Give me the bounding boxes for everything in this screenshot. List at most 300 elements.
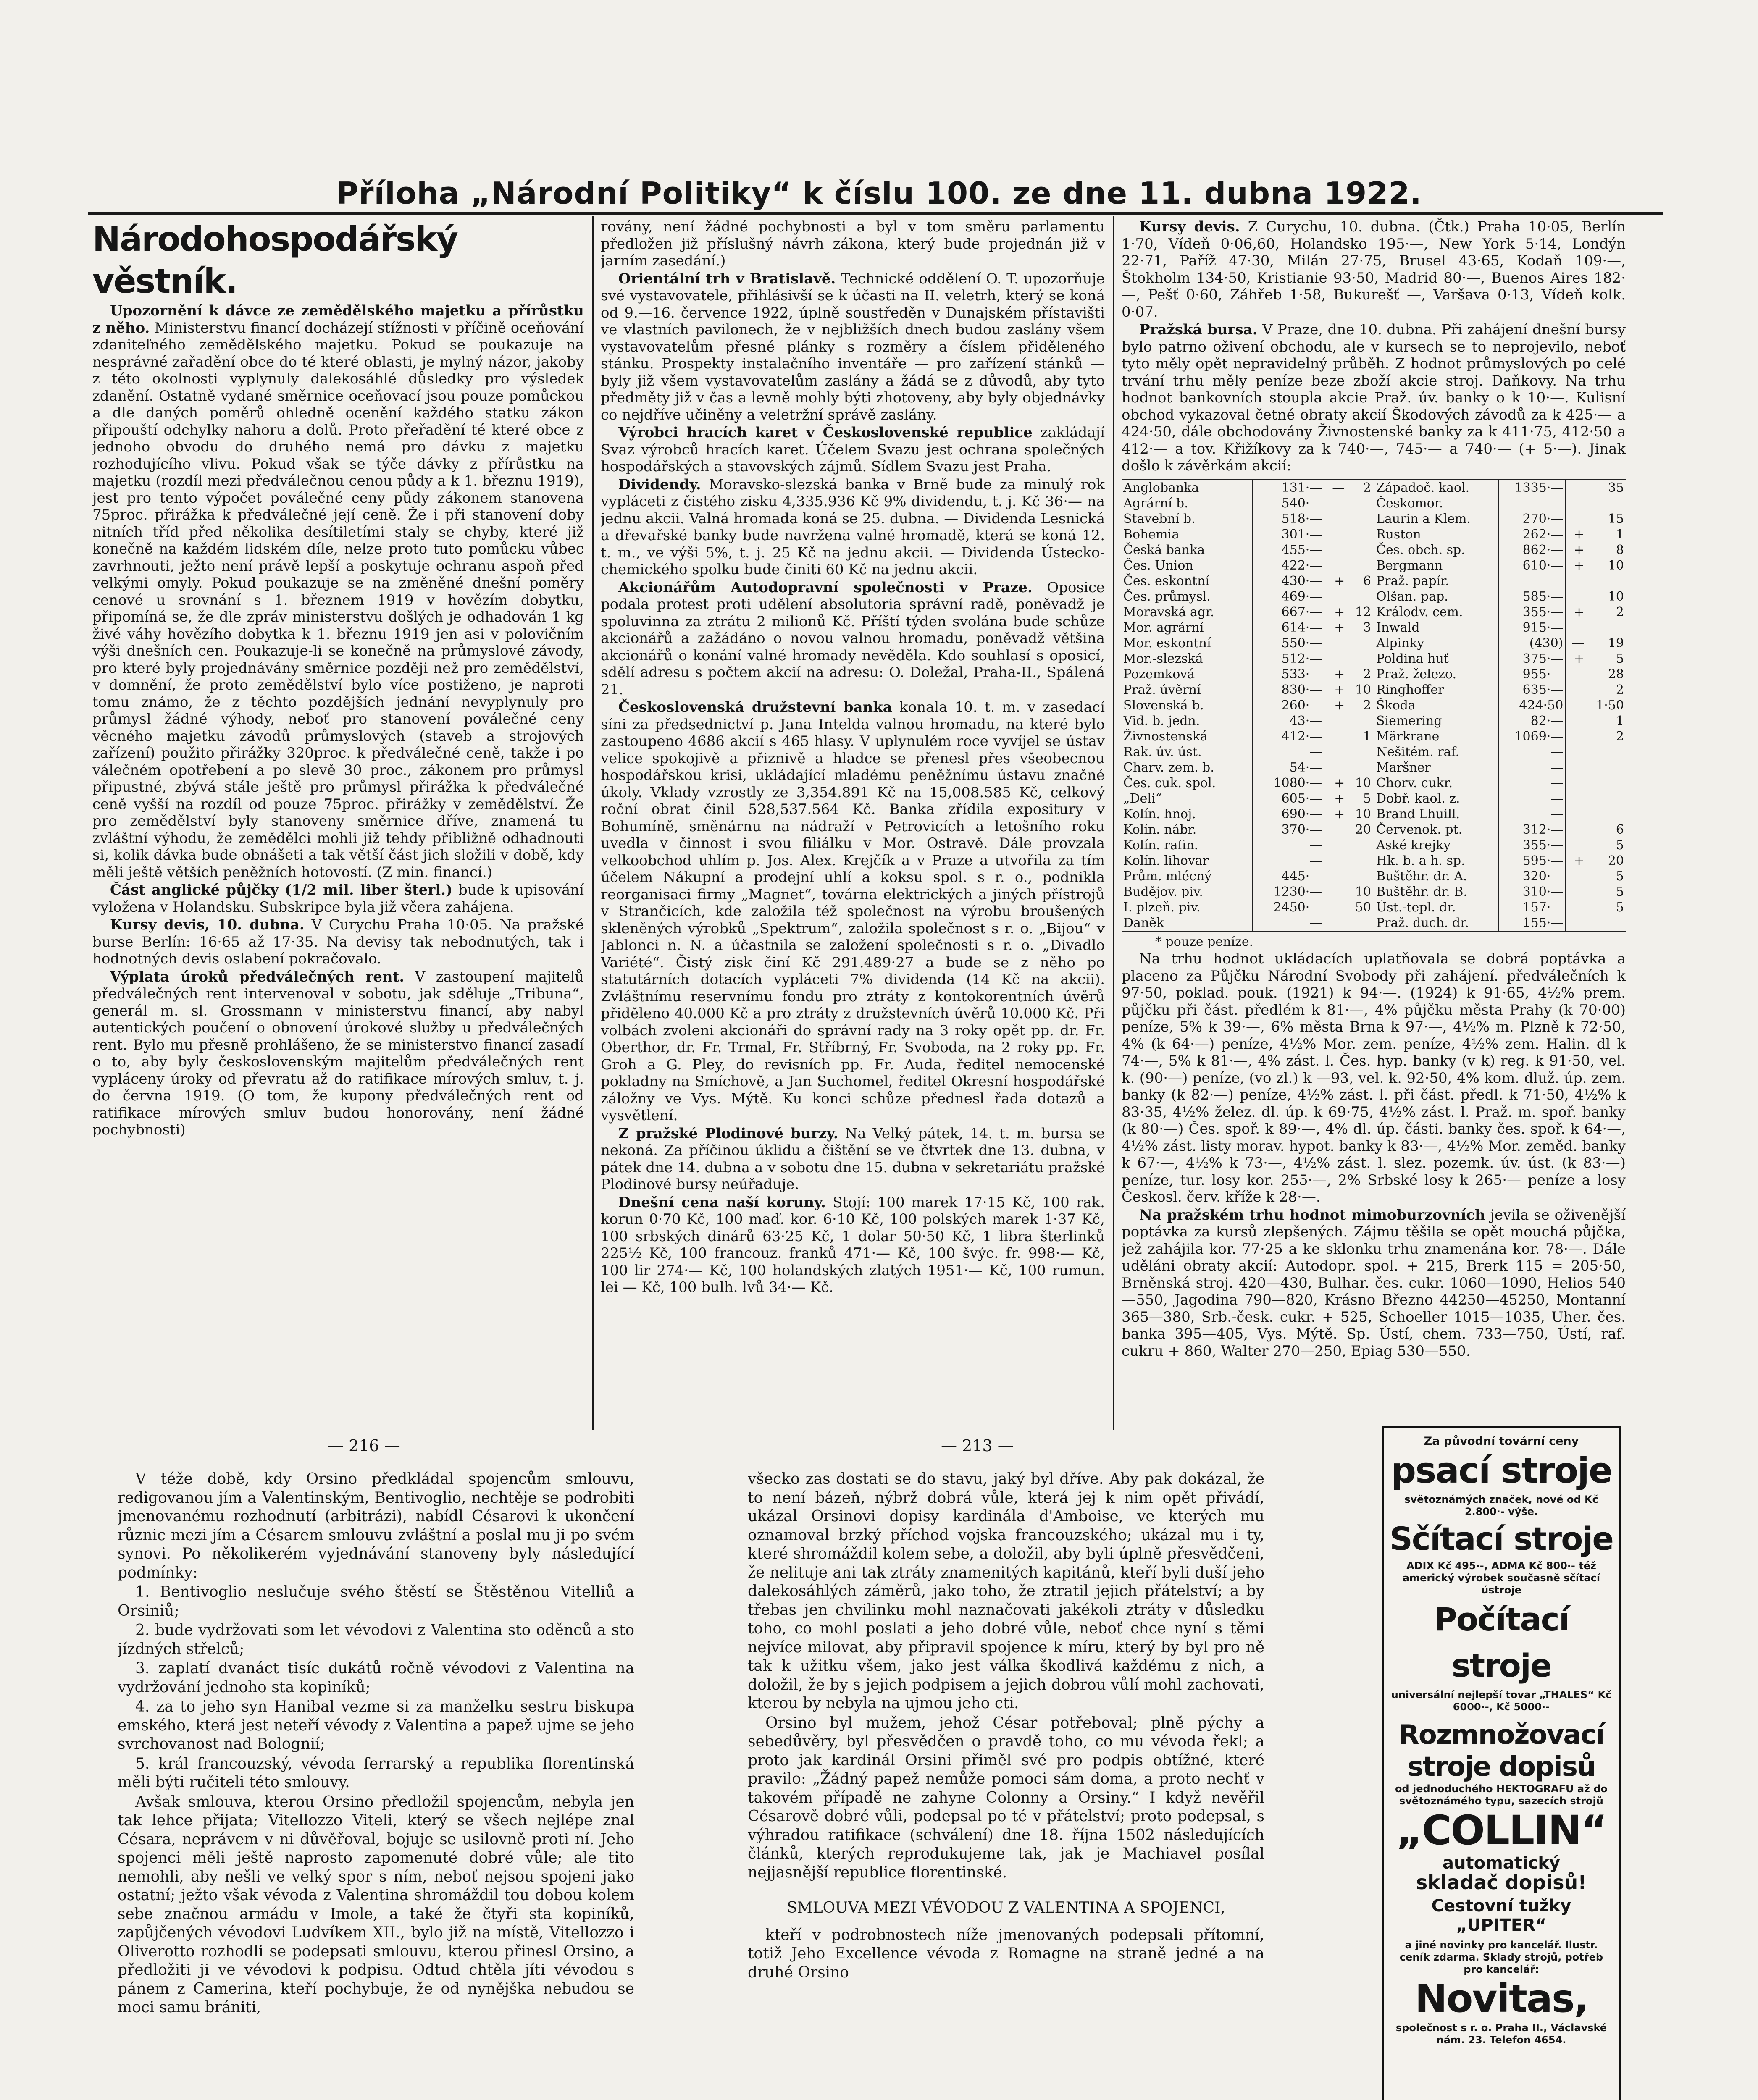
stock-change: 5 [1616,884,1624,899]
novel-paragraph: 5. král francouzský, vévoda ferrarský a republika florentinská měli býti ručiteli této smlouvy. [118,1755,634,1791]
stock-sign: + [1324,682,1346,698]
stock-price: 424·50 [1498,698,1565,713]
stock-row [1122,589,1373,604]
stock-name: Kolín. rafin. [1123,837,1198,853]
article [92,969,584,1139]
article-heading: Z pražské Plodinové burzy. [618,1125,838,1142]
stock-row [1122,915,1373,931]
stock-table-right [1373,480,1626,931]
stock-price: 518·— [1252,511,1324,527]
stock-name: Bergmann [1376,558,1443,573]
article [601,1125,1105,1193]
stock-price: 955·— [1498,667,1565,682]
stock-change: 10 [1608,558,1624,573]
stock-name: Praž. železo. [1376,667,1457,682]
stock-table-left [1122,480,1373,931]
stock-sign [1565,837,1586,853]
stock-sign [1565,620,1586,635]
stock-price: 533·— [1252,667,1324,682]
stock-name: Buštěhr. dr. B. [1376,884,1467,899]
stock-row [1374,853,1626,869]
ad-brand: „COLLIN“ [1396,1807,1607,1854]
novel-paragraph: 4. za to jeho syn Hanibal vezme si za manželku sestru biskupa emského, která jest neteří vévody z Valentina a papež ujme se jeho svrchovanost nad Bolognií; [118,1698,634,1753]
stock-price: 131·— [1252,480,1324,496]
stock-name: Praž. duch. dr. [1376,915,1469,930]
stock-price: 375·— [1498,651,1565,667]
stock-name: Úst.-tepl. dr. [1376,900,1456,915]
stock-name: Mor. agrární [1123,620,1204,635]
stock-row [1374,775,1626,791]
stock-change: 15 [1608,511,1624,526]
ad-text: společnost s r. o. Praha II., Václavské nám. 23. Telefon 4654. [1395,2022,1607,2046]
stock-sign [1565,682,1586,698]
column-divider [1113,216,1114,1430]
stock-change: 10 [1355,682,1371,697]
novel-column-right [748,1470,1264,2100]
article-heading: Akcionářům Autodopravní společnosti v Praze. [618,579,1033,596]
stock-row [1122,884,1373,900]
stock-sign [1565,729,1586,744]
stock-price: 430·— [1252,573,1324,589]
stock-row [1122,667,1373,682]
stock-price [1498,496,1565,511]
stock-sign [1324,511,1346,527]
stock-price: — [1252,853,1324,869]
stock-sign [1324,822,1346,837]
stock-row [1374,496,1626,511]
article-heading: Československá družstevní banka [618,699,892,716]
stock-change [1346,869,1373,884]
stock-price: — [1252,837,1324,853]
stock-price: 540·— [1252,496,1324,511]
stock-price: 43·— [1252,713,1324,729]
stock-price: 370·— [1252,822,1324,837]
stock-price: 355·— [1498,837,1565,853]
article-text: Z Curychu, 10. dubna. (Čtk.) Praha 10·05, Berlín 1·70, Vídeň 0·06,60, Holandsko 195·—, New York 5·14, Londýn 22·71, Paříž 47·30, Milán 27·75, Brusel 43·65, Kodaň 109·—, Štokholm 134·50, Kristianie 93·50, Madrid 80·—, Buenos Aires 182·—, Pešť 0·60, Záhřeb 1·58, Bukurešť —, Varšava 0·13, Vídeň kolk. 0·07. [1122,218,1626,320]
stock-name: Alpinky [1376,635,1424,651]
stock-change: 20 [1355,822,1371,837]
stock-price: 445·— [1252,869,1324,884]
stock-change: 6 [1616,822,1624,837]
novel-paragraph: všecko zas dostati se do stavu, jaký byl dříve. Aby pak dokázal, že to není bázeň, nýbrž dobrá vůle, která jej k nim opět přivádí, ukázal Orsinovi dopisy kardinála d'Amboise, ve kterých mu oznamoval brzký příchod vojska francouzského; ukázal mu i ty, které shromáždil kolem sebe, a doložil, aby byli úplně přesvědčeni, že nelituje ani tak ztráty znamenitých kapitánů, kteří byli duší jeho dalekosáhlých záměrů, jako toho, že ztratil jejich přátelství; a by třebas jen chvilinku mohl naznačovati jakékoli ztráty v důsledku toho, co mohl poslati a jeho dobré vůle, neboť chce nyní s těmi nejvíce milovat, aby připravil spojence k míru, který by byl pro ně tak k užitku všem, jako jest válka škodlivá každému z nich, a doložil, že by s jejich podpisem a jejich dobrou vůlí mohl zachovati, kterou by nebyla na ujmou jeho cti. [748,1470,1264,1712]
stock-row [1374,589,1626,604]
article-heading: Část anglické půjčky (1/2 mil. liber šterl.) [110,882,453,898]
stock-price: 915·— [1498,620,1565,635]
stock-name: Maršner [1376,760,1431,775]
stock-row [1122,620,1373,635]
stock-price: 614·— [1252,620,1324,635]
stock-price: 1335·— [1498,480,1565,496]
stock-name: Pozemková [1123,667,1195,682]
stock-row [1122,558,1373,573]
treaty-text: kteří v podrobnostech níže jmenovaných podepsali přítomní, totiž Jeho Excellence vévoda z Romagne na straně jedné a na druhé Orsino [748,1926,1264,1981]
stock-sign: + [1324,775,1346,791]
stock-row [1374,620,1626,635]
stock-sign [1324,589,1346,604]
stock-sign [1565,822,1586,837]
stock-change [1346,589,1373,604]
article-text: Na Velký pátek, 14. t. m. bursa se nekoná. Za příčinou úklidu a čištění se ve čtvrtek dne 13. dubna, v pátek dne 14. dubna a v sobotu dne 15. dubna v sekretariátu pražské Plodinové bursy neúřaduje. [601,1125,1105,1193]
stock-name: Aské krejky [1376,837,1451,853]
article-text: Oposice podala protest proti udělení absolutoria správní radě, poněvadž je spoluvinna za ztrátu 2 milionů Kč. Příští týden svolána bude schůze akcionářů a zažádáno o novou valnou hromadu, poněvadž většina akcionářů o konání valné hromady nevěděla. Kdo souhlasí s oposicí, sdělí adresu s počtem akcií na adresu: O. Doležal, Praha-II., Spálená 21. [601,579,1105,698]
stock-name: Anglobanka [1123,480,1199,495]
stock-sign [1324,558,1346,573]
stock-row [1122,635,1373,651]
article-text: V Praze, dne 10. dubna. Při zahájení dnešní bursy bylo patrno oživení obchodu, ale v kursech se to neprojevilo, neboť tyto měly opět nepravidelný průběh. Z hodnot průmyslových po celé trvání trhu měly peníze beze zboží akcie stroj. Daňkovy. Na trhu hodnot bankovních stoupla akcie Praž. úv. banky o k 10·—. Kulisní obchod vykazoval četné obraty akcií Škodových závodů za k 425·— a 424·50, dále obchodovány Živnostenské banky za k 411·75, 412·50 a 412·— a tov. Křižíkovy za k 740·—, 745·— a 740·— (+ 5·—). Jinak došlo k závěrkám akcií: [1122,321,1626,474]
article [1122,1207,1626,1360]
stock-row [1374,651,1626,667]
stock-sign [1565,900,1586,915]
stock-sign: + [1324,604,1346,620]
stock-name: Märkrane [1376,729,1440,744]
stock-price: 310·— [1498,884,1565,900]
stock-price: 455·— [1252,542,1324,558]
stock-change: 10 [1355,884,1371,899]
stock-name: Ringhoffer [1376,682,1444,697]
stock-name: Mor.-slezská [1123,651,1203,666]
stock-change: 3 [1363,620,1371,635]
stock-change [1346,760,1373,775]
column-1 [92,218,584,1428]
stock-row [1122,511,1373,527]
stock-name: Charv. zem. b. [1123,760,1214,775]
article [601,1194,1105,1296]
stock-price: 690·— [1252,806,1324,822]
stock-row [1374,744,1626,760]
stock-row [1374,729,1626,744]
article [601,270,1105,424]
stock-change: 12 [1355,604,1371,620]
stock-sign: + [1324,791,1346,806]
stock-row [1122,744,1373,760]
stock-change [1586,760,1626,775]
stock-change [1586,620,1626,635]
ad-text: a jiné novinky pro kancelář. Ilustr. ceník zdarma. Sklady strojů, potřeb pro kancelář: [1399,1939,1603,1975]
article-text: Na trhu hodnot ukládacích uplatňovala se dobrá poptávka a placeno za Půjčku Národní Svobody při zahájení. předválečních k 97·50, poklad. pouk. (1921) k 94·—. (1924) k 91·65, 4½% prem. půjčku při část. předlém k 81·—, 4% půjčku města Prahy (k 70·00) peníze, 5% k 39·—, 6% města Brna k 97·—, 4½% m. Plzně k 72·50, 4% (k 64·—) peníze, 4½% Mor. zem. peníze, 4½% zem. Halin. dl k 74·—, 5% k 81·—, 4% zást. l. Čes. hyp. banky (v k) reg. k 91·50, vel. k. (90·—) peníze, (vo zl.) k —93, vel. k. 92·50, 4% kom. dluž. úp. zem. banky (k 82·—) peníze, 4½% zást. l. při část. předl. k 71·50, 4½% k 83·35, 4½% želez. dl. úp. k 69·75, 4½% zást. l. Praž. m. spoř. banky (k 80·—) Čes. spoř. k 89·—, 4% dl. úp. části. banky čes. spoř. k 64·—, 4½% zást. listy morav. hypot. banky k 83·—, 4½% Mor. zeměd. banky k 67·—, 4½% k 73·—, 4½% zást. l. slez. pozemk. úv. úst. (k 83·—) peníze, tur. losy kor. 255·—, 2% Srbské losy k 265·— peníze a losy Českosl. červ. kříže k 28·—. [1122,950,1626,1205]
stock-row [1374,915,1626,931]
stock-change [1346,853,1373,869]
treaty-heading: SMLOUVA MEZI VÉVODOU Z VALENTINA A SPOJENCI, [787,1899,1225,1916]
novel-paragraph: 3. zaplatí dvanáct tisíc dukátů ročně vévodovi z Valentina na vydržování jednoho sta kopiníků; [118,1660,634,1696]
stock-change: 10 [1608,589,1624,604]
article [601,424,1105,475]
stock-price: — [1498,806,1565,822]
ad-text: Za původní tovární ceny [1424,1435,1579,1448]
stock-price: 512·— [1252,651,1324,667]
article [601,699,1105,1124]
stock-sign [1324,713,1346,729]
section-title: Národohospodářský věstník. [92,220,458,301]
stock-sign [1565,806,1586,822]
stock-price: 1230·— [1252,884,1324,900]
article-text: V Curychu Praha 10·05. Na pražské burse Berlín: 16·65 až 17·35. Na devisy tak nebodnutých, tak i hodnotných devis oslabení pokračovalo. [92,916,584,967]
article [601,476,1105,578]
stock-price: 270·— [1498,511,1565,527]
stock-price: 550·— [1252,635,1324,651]
masthead-rule [88,212,1663,215]
stock-sign [1565,573,1586,589]
stock-sign [1324,837,1346,853]
stock-footnote: * pouze peníze. [1155,934,1253,949]
stock-row [1122,527,1373,542]
stock-change [1346,496,1373,511]
stock-change: 5 [1616,869,1624,884]
stock-name: Olšan. pap. [1376,589,1448,604]
stock-name: Brand Lhuill. [1376,806,1460,822]
stock-row [1374,869,1626,884]
stock-change: 1 [1616,713,1624,728]
stock-change: 5 [1363,791,1371,806]
article-heading: Kursy devis. [1139,218,1240,235]
stock-change: 35 [1608,480,1624,495]
stock-sign: + [1565,527,1586,542]
stock-row [1122,496,1373,511]
stock-price: 312·— [1498,822,1565,837]
stock-sign [1324,915,1346,931]
ad-headline: psací stroje [1391,1450,1612,1491]
stock-sign: + [1565,853,1586,869]
stock-name: Ruston [1376,527,1421,542]
stock-row [1374,837,1626,853]
stock-sign [1565,869,1586,884]
stock-sign [1565,698,1586,713]
stock-row [1374,480,1626,496]
stock-name: Čes. cuk. spol. [1123,775,1216,790]
stock-sign: + [1324,573,1346,589]
stock-name: Rak. úv. úst. [1123,744,1202,759]
stock-name: Budějov. piv. [1123,884,1203,899]
stock-price: 82·— [1498,713,1565,729]
stock-name: Červenok. pt. [1376,822,1463,837]
stock-row [1122,713,1373,729]
stock-row [1374,511,1626,527]
stock-sign [1565,496,1586,511]
stock-name: Čes. obch. sp. [1376,542,1465,557]
stock-name: Západoč. kaol. [1376,480,1470,495]
stock-name: Živnostenská [1123,729,1208,744]
stock-row [1374,527,1626,542]
stock-row [1122,837,1373,853]
stock-row [1122,869,1373,884]
stock-change [1346,558,1373,573]
stock-change [1346,651,1373,667]
stock-name: Čes. průmysl. [1123,589,1211,604]
stock-name: Mor. eskontní [1123,635,1211,651]
stock-change [1346,837,1373,853]
stock-sign [1324,527,1346,542]
stock-sign [1565,744,1586,760]
stock-change [1586,791,1626,806]
stock-price: 605·— [1252,791,1324,806]
stock-change [1346,635,1373,651]
column-2 [601,218,1105,1428]
stock-name: Daněk [1123,915,1164,930]
stock-name: Dobř. kaol. z. [1376,791,1460,806]
stock-sign [1565,775,1586,791]
novel-paragraph: 1. Bentivoglio neslučuje svého štěstí se Štěstěnou Vitelliů a Orsiniů; [118,1583,634,1620]
stock-sign: — [1565,635,1586,651]
stock-change: 1 [1616,527,1624,542]
stock-row [1374,682,1626,698]
ad-headline: Rozmnožovací stroje dopisů [1398,1719,1604,1782]
stock-change: 2 [1616,682,1624,697]
article-text: Ministerstvu financí docházejí stížnosti v příčině oceňování zdaniteľného zemědělského majetku. Pokud se poukazuje na nesprávné zařadění obce do té které oblasti, je mylný názor, jakoby z této okolnosti vyplynuly dalekosáhlé důsledky pro výsledek zdanění. Ostatně vydané směrnice oceňovací jsou pouze pomůckou a dle daných poměrů ohledně ocenění každého statku zákon připouští odchylky nahoru a dolů. Proto přeřadění té které obce z jednoho obvodu do druhého nemá pro dávku z majetku rozhodujícího vlivu. Pokud však se týče dávky z přírůstku na majetku (rozdíl mezi předválečnou cenou půdy a k 1. březnu 1919), jest pro tento výpočet poválečné ceny půdy zákonem stanovena 75proc. přirážka k předválečné její ceně. Že i při stanovení doby nitních tříd před několika desítiletími staly se chyby, které již konečně na každém lidském díle, nelze proto tuto pomůcku vůbec zavrhnouti, ježto není právě lepší a poskytuje ochranu aspoň před velkými omyly. Pokud poukazuje se na změněné dnešní poměry cenové u srovnání s 1. březnem 1919 v hovězím dobytku, připomíná se, že dle zpráv ministerstvu došlých je odhadován 1 kg živé váhy hovězího dobytka k 1. březnu 1919 jen asi v polovičním výši dnešních cen. Poukazuje-li se konečně na průmyslové závody, pro které byly projednávány směrnice později než pro zemědělství, v domnění, že proto zemědělství bylo více postiženo, je naproti tomu známo, že z těchto pozdějších jednání nevyplynuly pro průmysl žádné výhody, neboť pro stanovení poválečné ceny věcného majetku závodů průmyslových (staveb a strojových zařízení) použito přirážky 320proc. k předválečné ceně, takže i po válečném opotřebení a po slevě 30 proc., zákonem pro průmysl připustné, zbývá stále ještě pro průmysl přirážka k předválečné ceně vyšší na rozdíl od pouze 75proc. přirážky v zemědělství. Že pro zemědělství byly stanoveny směrnice dříve, znamená tu zvláštní výhodu, že zemědělci mohli již tehdy přibližně odhadnouti si, kolik dávka bude obnášeti a tak větší část jich složili v době, kdy měli ještě větších peněžních hotovostí. (Z min. financí.) [92,319,584,881]
stock-change: 1 [1363,729,1371,744]
stock-row [1374,558,1626,573]
stock-name: Škoda [1376,698,1416,713]
stock-price: 54·— [1252,760,1324,775]
article-heading: Výplata úroků předválečných rent. [110,968,405,985]
stock-change: 50 [1355,900,1371,915]
stock-change: 5 [1616,900,1624,915]
article [92,916,584,968]
stock-price: 262·— [1498,527,1565,542]
stock-price: 355·— [1498,604,1565,620]
stock-name: Vid. b. jedn. [1123,713,1200,728]
stock-price: — [1498,775,1565,791]
article [601,579,1105,698]
column-divider [592,216,594,1430]
article-text: Technické oddělení O. T. upozorňuje své vystavovatele, přihlásivší se k účasti na II. veletrh, který se koná od 9.—16. července 1922, úplně soustředěn v Dunajském přístavišti ve vlastních pavilonech, že v nejbližších dnech budou zaslány všem vystavovatelům přesné plánky s rozměry a číslem přiděleného stánku. Prospekty instalačního inventáře — pro zařízení stánků — byly již všem vystavovatelům zaslány a žádá se z důvodů, aby tyto předměty již v čas a levně mohly býti zhotoveny, aby byly objednávky co nejdříve učiněny a veletržní správě zaslány. [601,270,1105,423]
ad-text: automatický [1443,1853,1560,1873]
stock-name: Inwald [1376,620,1420,635]
stock-sign: + [1565,558,1586,573]
stock-sign: + [1565,542,1586,558]
stock-row [1374,573,1626,589]
stock-row [1122,791,1373,806]
stock-name: Slovenská b. [1123,698,1204,713]
stock-row [1374,542,1626,558]
stock-sign: + [1324,698,1346,713]
stock-name: Agrární b. [1123,496,1188,511]
novel-paragraph: 2. bude vydržovati som let vévodovi z Valentina sto oděnců a sto jízdných střelců; [118,1622,634,1658]
stock-change [1346,713,1373,729]
stock-sign [1565,791,1586,806]
stock-price [1498,573,1565,589]
stock-change [1346,527,1373,542]
article-heading: Na pražském trhu hodnot mimoburzovních [1139,1206,1485,1223]
article [92,882,584,916]
stock-table [1122,479,1626,932]
stock-change: 8 [1616,542,1624,557]
stock-table-right-grid [1374,480,1626,931]
stock-row [1122,480,1373,496]
stock-change: 2 [1363,667,1371,682]
stock-change [1346,542,1373,558]
stock-name: Prům. mlécný [1123,869,1212,884]
stock-sign [1324,869,1346,884]
stock-name: I. plzeň. piv. [1123,900,1201,915]
stock-sign [1565,713,1586,729]
stock-price: — [1498,744,1565,760]
article-text: zakládají Svaz výrobců hracích karet. Účelem Svazu jest ochrana společných hospodářských a stavovských zájmů. Sídlem Svazu jest Praha. [601,424,1105,475]
stock-sign [1324,760,1346,775]
stock-price: 422·— [1252,558,1324,573]
article [1122,321,1626,475]
stock-name: Kolín. nábr. [1123,822,1197,837]
stock-row [1122,729,1373,744]
article-heading: Orientální trh v Bratislavě. [618,270,836,287]
stock-sign [1324,729,1346,744]
article-heading: Upozornění k dávce ze zemědělského majetku a přírůstku z něho. [92,302,584,336]
stock-change [1586,915,1626,931]
stock-sign [1324,635,1346,651]
article-heading: Kursy devis, 10. dubna. [110,916,305,933]
stock-change [1586,744,1626,760]
stock-change [1346,915,1373,931]
stock-sign [1565,589,1586,604]
stock-change [1346,511,1373,527]
stock-change [1346,744,1373,760]
ad-text: Cestovní tužky „UPITER“ [1431,1896,1571,1935]
article [1122,218,1626,320]
stock-row [1122,900,1373,915]
advertisement-box [1382,1426,1621,2100]
stock-price: 830·— [1252,682,1324,698]
stock-name: Praž. papír. [1376,573,1449,588]
stock-price: — [1252,915,1324,931]
stock-name: Kolín. hnoj. [1123,806,1196,822]
stock-sign: — [1324,480,1346,496]
article-heading: Dnešní cena naší koruny. [618,1194,826,1211]
column-3 [1122,218,1626,1428]
novel-paragraph: V téže době, kdy Orsino předkládal spojencům smlouvu, redigovanou jím a Valentinským, Bentivoglio, nechtěje se podrobiti jmenovanému rozhodnutí (arbitrázi), nabídl Césarovi k ukončení různic mezi jím a Césarem smlouvu zvláštní a poslal mu ji po svém synovi. Po několikerém vyjednávání stanoveny byly následující podmínky: [118,1470,634,1581]
stock-price: 1069·— [1498,729,1565,744]
stock-change [1586,806,1626,822]
stock-price: 610·— [1498,558,1565,573]
ad-text: skladač dopisů! [1416,1871,1587,1894]
stock-name: Českomor. [1376,496,1443,511]
stock-sign: — [1565,667,1586,682]
stock-change: 2 [1363,698,1371,713]
article [1122,950,1626,1206]
novel-paragraph: Orsino byl mužem, jehož César potřeboval; plně pýchy a sebedůvěry, byl přesvědčen o pravdě toho, co mu vévoda řekl; a proto jak kardinál Orsini přiměl své pro podpis obtížné, které pravilo: „Žádný papež nemůže pomoci sám doma, a proto nechť v takovém případě ne zahyne Colonny a Orsiny.“ I když nevěřil Césarově dobré vůli, podepsal po té v přátelství; proto podepsal, s výhradou ratifikace (schválení) dne 18. října 1502 následujících článků, kterých reprodukujeme tak, jak je Machiavel posílal nejjasnější republice florentinské. [748,1714,1264,1881]
article-text: rovány, není žádné pochybnosti a byl v tom směru parlamentu předložen již příslušný návrh zákona, který bude projednán již v jarním zasedání.) [601,218,1105,269]
stock-price: 595·— [1498,853,1565,869]
stock-sign: + [1565,604,1586,620]
stock-row [1122,760,1373,775]
stock-price: 412·— [1252,729,1324,744]
stock-price: — [1498,760,1565,775]
stock-sign: + [1565,651,1586,667]
stock-row [1122,853,1373,869]
page-number-right: — 213 — [941,1436,1014,1455]
stock-row [1122,806,1373,822]
stock-price: 155·— [1498,915,1565,931]
stock-change [1586,496,1626,511]
article-text: jevila se oživenější poptávka za kursů zlepšených. Zájmu těšila se opět mouchá půjčka, jež zahájila kor. 77·25 a ke sklonku trhu znamenána kor. 78·—. Dále uděláni obraty akcií: Autodopr. spol. + 215, Brerk 115 = 205·50, Brněnská stroj. 420—430, Bulhar. čes. cukr. 1060—1090, Helios 540—550, Jagodina 790—820, Krásno Březno 44250—45250, Montanní 365—380, Srb.-česk. cukr. + 525, Schoeller 1015—1035, Uher. čes. banka 395—405, Vys. Mýtě. Sp. Ústí, chem. 733—750, Ústí, raf. cukru + 860, Walter 270—250, Epiag 530—550. [1122,1206,1626,1360]
stock-price: — [1252,744,1324,760]
stock-name: Buštěhr. dr. A. [1376,869,1467,884]
stock-name: Laurin a Klem. [1376,511,1471,526]
ad-headline: Sčítací stroje [1390,1520,1613,1557]
stock-name: Praž. úvěrní [1123,682,1201,697]
novel-column-left [118,1470,634,2100]
ad-text: universální nejlepší tovar „THALES“ Kč 6000·-, Kč 5000·- [1391,1689,1612,1713]
stock-change: 5 [1616,837,1624,853]
stock-name: „Deli“ [1123,791,1162,806]
stock-name: Moravská agr. [1123,604,1214,620]
stock-sign [1324,542,1346,558]
stock-change: 2 [1616,604,1624,620]
stock-change: 1·50 [1596,698,1624,713]
stock-sign [1324,853,1346,869]
article-text: Stojí: 100 marek 17·15 Kč, 100 rak. korun 0·70 Kč, 100 maď. kor. 6·10 Kč, 100 polských marek 1·37 Kč, 100 srbských dinárů 63·25 Kč, 1 dolar 50·50 Kč, 1 libra šterlinků 225½ Kč, 100 francouz. franků 471·— Kč, 100 švýc. fr. 998·— Kč, 100 lir 274·— Kč, 100 holandských zlatých 1951·— Kč, 100 rumun. lei — Kč, 100 bulh. lvů 34·— Kč. [601,1194,1105,1296]
stock-price: 2450·— [1252,900,1324,915]
stock-change: 2 [1363,480,1371,495]
stock-row [1374,698,1626,713]
article-text: V zastoupení majitelů předválečných rent intervenoval v sobotu, jak sděluje „Tribuna“, generál m. sl. Grossmann v ministerstvu financí, aby nabyl autentických poučení o obnovení úrokové služby u předválečných rent. Bylo mu přesně prohlášeno, že se ministerstvo financí zasadí o to, aby byly československým majitelům předválečných rent vypláceny úroky od převratu až do ratifikace mírových smluv, t. j. do června 1919. (O tom, že kupony předválečných rent od ratifikace mírových smluv budou honorovány, není žádné pochybnosti) [92,968,584,1138]
